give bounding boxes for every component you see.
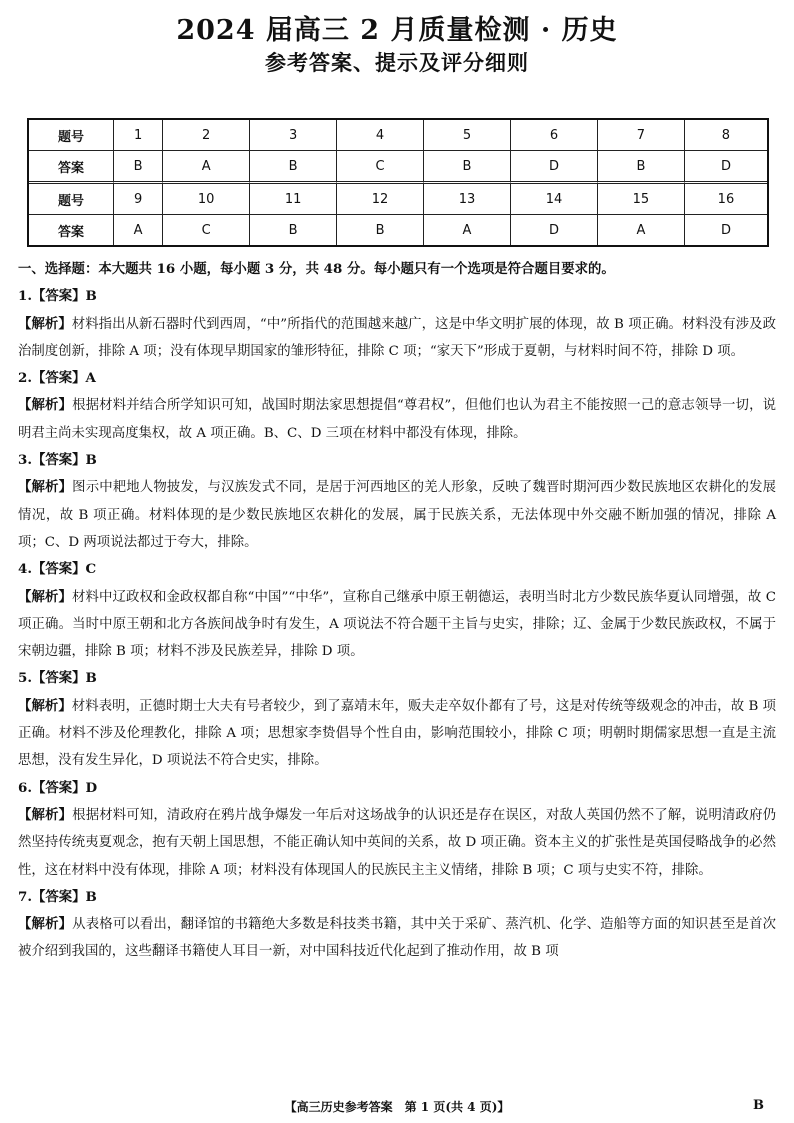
answer-tag: 【答案】 (31, 370, 86, 387)
analysis-tag: 【解析】 (18, 916, 73, 933)
answer-tag: 【答案】 (31, 888, 86, 905)
answer-cell: C (337, 151, 424, 184)
question-number: 11 (250, 184, 337, 215)
question-analysis (18, 311, 776, 366)
answer-cell: B (337, 215, 424, 245)
analysis-text: 材料中辽政权和金政权都自称“中国”“中华”，宣称自己继承中原王朝德运，表明当时北方少数民族华夏认同增强，故 C 项正确。当时中原王朝和北方各族间战争时有发生，A 项说法不符合题干主旨与史实，排除；辽、金属于少数民族政权，不属于宋朝边疆，排除 B 项；材料不涉及民族差异，排除 D 项。 (18, 589, 776, 660)
analysis-tag: 【解析】 (18, 588, 73, 605)
question-analysis (18, 392, 776, 447)
answer-cell: D (511, 215, 598, 245)
answer-cell: A (163, 151, 250, 184)
question-number: 4 (337, 120, 424, 151)
row-label-question: 题号 (29, 184, 114, 215)
question-number: 16 (685, 184, 767, 215)
question-number: 7. (18, 888, 32, 905)
answer-cell: A (598, 215, 685, 245)
question-number: 15 (598, 184, 685, 215)
answer-tag: 【答案】 (31, 561, 86, 578)
question-number-row-2 (29, 184, 767, 215)
answer-cell: A (114, 215, 163, 245)
answer-letter: B (85, 452, 97, 469)
analysis-text: 材料指出从新石器时代到西周，“中”所指代的范围越来越广，这是中华文明扩展的体现，故 B 项正确。材料没有涉及政治制度创新，排除 A 项；没有体现早期国家的雏形特征，排除 C 项；“家天下”形成于夏朝，与材料时间不符，排除 D 项。 (18, 316, 776, 359)
analysis-tag: 【解析】 (18, 397, 73, 414)
question-answer-line (18, 283, 776, 310)
page-footer: 【高三历史参考答案 第 1 页(共 4 页)】 (284, 1100, 510, 1114)
analysis-text: 根据材料可知，清政府在鸦片战争爆发一年后对这场战争的认识还是存在误区，对敌人英国仍然不了解，说明清政府仍然坚持传统夷夏观念，抱有天朝上国思想，不能正确认知中英间的关系，故 D 项正确。资本主义的扩张性是英国侵略战争的必然性，这在材料中没有体现，排除 A 项；材料没有体现国人的民族民主主义情绪，排除 B 项；C 项与史实不符，排除。 (18, 807, 776, 878)
question-number-row-1 (29, 120, 767, 151)
question-number: 14 (511, 184, 598, 215)
answer-tag: 【答案】 (31, 452, 86, 469)
answer-cell: B (250, 151, 337, 184)
question-number: 4. (18, 561, 32, 578)
answer-cell: A (424, 215, 511, 245)
analysis-text: 材料表明，正德时期士大夫有号者较少，到了嘉靖末年，贩夫走卒奴仆都有了号，这是对传统等级观念的冲击，故 B 项正确。材料不涉及伦理教化，排除 A 项；思想家李贽倡导个性自由，影响范围较小，排除 C 项；明朝时期儒家思想一直是主流思想，没有发生异化，D 项说法不符合史实，排除。 (18, 698, 776, 769)
question-analysis (18, 802, 776, 884)
question-analysis (18, 474, 776, 556)
answer-cell: B (114, 151, 163, 184)
row-label-answer: 答案 (29, 151, 114, 184)
question-answer-line (18, 665, 776, 692)
answer-tag: 【答案】 (31, 779, 86, 796)
paper-version: B (753, 1098, 764, 1113)
answer-explanations (18, 256, 776, 966)
answer-table (27, 118, 769, 247)
question-analysis (18, 584, 776, 666)
question-number: 1 (114, 120, 163, 151)
page-subtitle: 参考答案、提示及评分细则 (265, 50, 529, 75)
question-number: 3 (250, 120, 337, 151)
question-number: 5. (18, 670, 32, 687)
question-number: 10 (163, 184, 250, 215)
question-analysis (18, 911, 776, 966)
answer-tag: 【答案】 (31, 670, 86, 687)
question-answer-line (18, 365, 776, 392)
answer-cell: B (424, 151, 511, 184)
page-title: 2024 届高三 2 月质量检测 · 历史 (176, 15, 618, 46)
answer-letter: C (85, 561, 97, 578)
answer-letter: B (85, 670, 97, 687)
question-number: 6. (18, 779, 32, 796)
question-number: 1. (18, 288, 32, 305)
question-answer-line (18, 884, 776, 911)
analysis-text: 图示中耙地人物披发，与汉族发式不同，是居于河西地区的羌人形象，反映了魏晋时期河西少数民族地区农耕化的发展情况，故 B 项正确。材料体现的是少数民族地区农耕化的发展，属于民族关系，无法体现中外交融不断加强的情况，排除 A 项；C、D 两项说法都过于夸大，排除。 (18, 480, 776, 550)
analysis-tag: 【解析】 (18, 315, 72, 332)
question-answer-line (18, 775, 776, 802)
answer-cell: C (163, 215, 250, 245)
question-number: 7 (598, 120, 685, 151)
answer-letter: A (85, 370, 96, 387)
question-number: 12 (337, 184, 424, 215)
answer-tag: 【答案】 (31, 288, 86, 305)
question-number: 13 (424, 184, 511, 215)
answer-cell: B (598, 151, 685, 184)
question-number: 2. (18, 370, 32, 387)
question-analysis (18, 693, 776, 775)
answer-row-1 (29, 151, 767, 184)
answer-cell: D (685, 151, 767, 184)
answer-letter: B (85, 288, 97, 305)
question-number: 3. (18, 452, 32, 469)
analysis-tag: 【解析】 (18, 806, 73, 823)
question-answer-line (18, 447, 776, 474)
answer-cell: B (250, 215, 337, 245)
question-number: 5 (424, 120, 511, 151)
answer-cell: D (511, 151, 598, 184)
answer-letter: D (85, 779, 98, 796)
analysis-text: 根据材料并结合所学知识可知，战国时期法家思想提倡“尊君权”，但他们也认为君主不能按照一己的意志领导一切，说明君主尚未实现高度集权，故 A 项正确。B、C、D 三项在材料中都没有体现，排除。 (18, 398, 777, 441)
question-number: 2 (163, 120, 250, 151)
analysis-tag: 【解析】 (18, 697, 72, 714)
analysis-text: 从表格可以看出，翻译馆的书籍绝大多数是科技类书籍，其中关于采矿、蒸汽机、化学、造船等方面的知识甚至是首次被介绍到我国的，这些翻译书籍使人耳目一新，对中国科技近代化起到了推动作用，故 B 项 (18, 917, 776, 960)
row-label-answer: 答案 (29, 215, 114, 245)
question-number: 6 (511, 120, 598, 151)
section-intro: 一、选择题：本大题共 16 小题，每小题 3 分，共 48 分。每小题只有一个选项是符合题目要求的。 (18, 261, 615, 277)
question-number: 9 (114, 184, 163, 215)
answer-letter: B (85, 888, 97, 905)
row-label-question: 题号 (29, 120, 114, 151)
question-answer-line (18, 556, 776, 583)
question-number: 8 (685, 120, 767, 151)
answer-row-2 (29, 215, 767, 245)
answer-cell: D (720, 222, 731, 238)
analysis-tag: 【解析】 (18, 479, 73, 496)
